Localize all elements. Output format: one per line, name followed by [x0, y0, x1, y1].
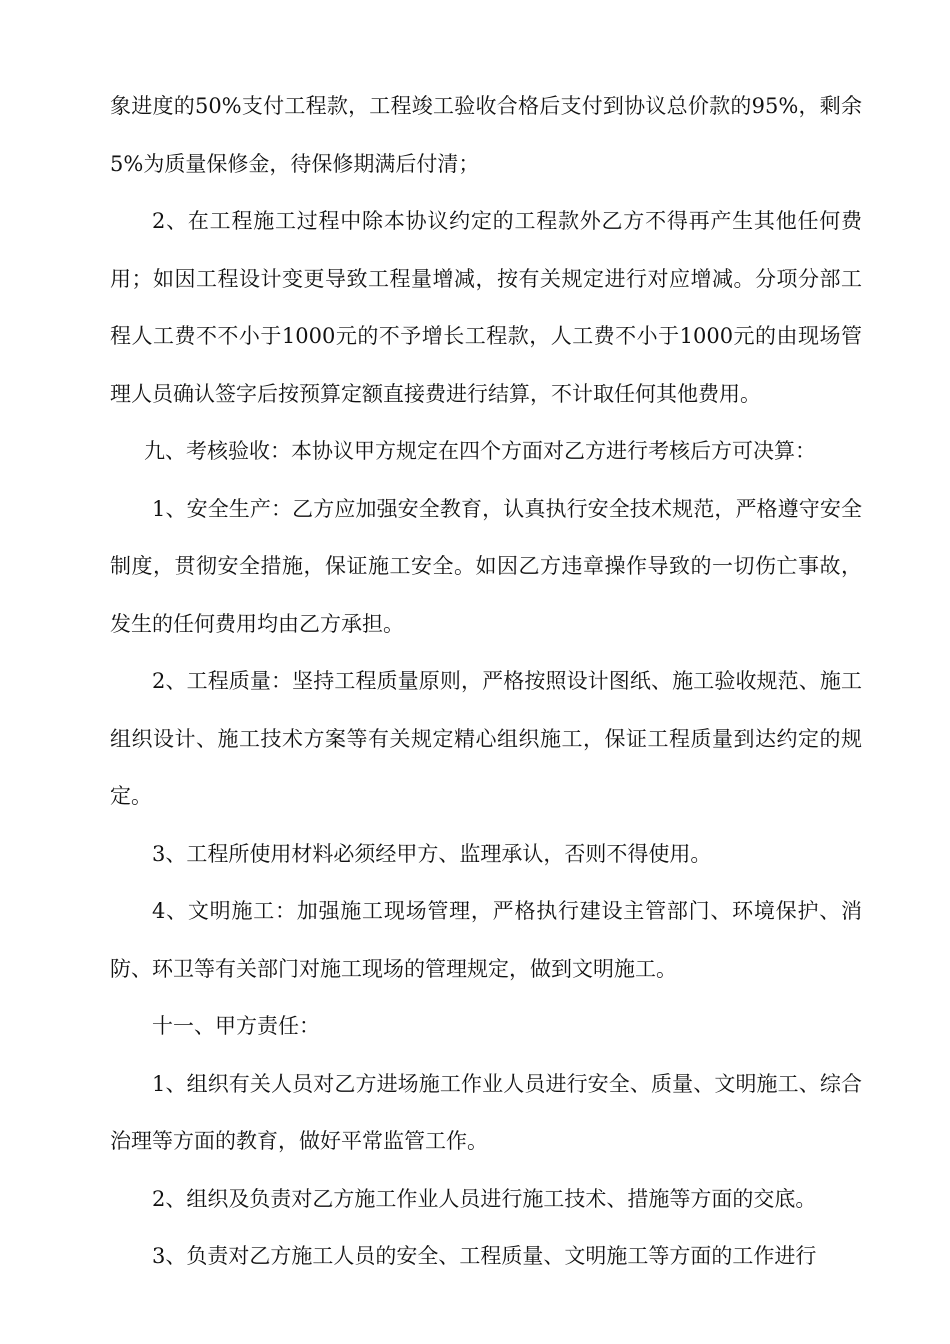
- section-heading-party-a: 十一、甲方责任：: [152, 1014, 320, 1038]
- paragraph-civilized-construction: 4、文明施工：加强施工现场管理，严格执行建设主管部门、环境保护、消防、环卫等有关部门对施工现场的管理规定，做到文明施工。: [110, 899, 862, 981]
- paragraph-party-a-briefing: 2、组织及负责对乙方施工作业人员进行施工技术、措施等方面的交底。: [152, 1186, 817, 1211]
- paragraph-materials: 3、工程所使用材料必须经甲方、监理承认，否则不得使用。: [152, 841, 712, 866]
- paragraph-quality: 2、工程质量：坚持工程质量原则，严格按照设计图纸、施工验收规范、施工组织设计、施工技术方案等有关规定精心组织施工，保证工程质量到达约定的规定。: [110, 669, 862, 808]
- document-page: [110, 78, 862, 1286]
- paragraph-safety: 1、安全生产：乙方应加强安全教育，认真执行安全技术规范，严格遵守安全制度，贯彻安全措施，保证施工安全。如因乙方违章操作导致的一切伤亡事故，发生的任何费用均由乙方承担。: [110, 496, 862, 636]
- paragraph-party-a-education: 1、组织有关人员对乙方进场施工作业人员进行安全、质量、文明施工、综合治理等方面的教育，做好平常监管工作。: [110, 1071, 862, 1153]
- paragraph-party-a-supervision: 3、负责对乙方施工人员的安全、工程质量、文明施工等方面的工作进行: [152, 1244, 817, 1268]
- paragraph-payment-terms: 象进度的50%支付工程款，工程竣工验收合格后支付到协议总价款的95%，剩余5%为质量保修金，待保修期满后付清；: [110, 94, 862, 176]
- section-heading-assessment: 九、考核验收：本协议甲方规定在四个方面对乙方进行考核后方可决算：: [144, 439, 816, 463]
- paragraph-extra-fees: 2、在工程施工过程中除本协议约定的工程款外乙方不得再产生其他任何费用；如因工程设计变更导致工程量增减，按有关规定进行对应增减。分项分部工程人工费不不小于1000元的不予增长工程款，人工费不小于1000元的由现场管理人员确认签字后按预算定额直接费进行结算，不计取任何其他费用。: [110, 209, 862, 406]
